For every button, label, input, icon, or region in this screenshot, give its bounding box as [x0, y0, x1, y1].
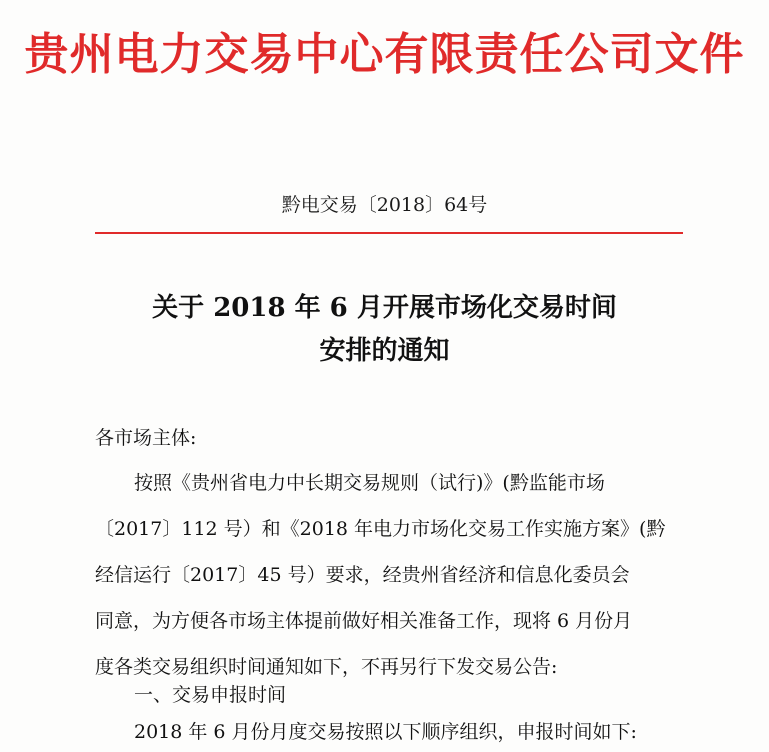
notice-title-line-2: 安排的通知 [319, 336, 450, 366]
body-line-1: 按照《贵州省电力中长期交易规则（试行)》(黔监能市场 [134, 472, 605, 494]
document-number: 黔电交易〔2018〕64号 [281, 194, 488, 216]
salutation: 各市场主体: [95, 427, 197, 449]
body-line-6: 2018 年 6 月份月度交易按照以下顺序组织，申报时间如下: [134, 721, 637, 743]
body-line-5: 度各类交易组织时间通知如下，不再另行下发交易公告: [95, 656, 558, 678]
red-divider [95, 232, 683, 234]
body-line-3: 经信运行〔2017〕45 号）要求，经贵州省经济和信息化委员会 [95, 564, 630, 586]
body-line-2: 〔2017〕112 号）和《2018 年电力市场化交易工作实施方案》(黔 [95, 518, 666, 540]
body-line-4: 同意，为方便各市场主体提前做好相关准备工作，现将 6 月份月 [95, 610, 633, 632]
issuer-header: 贵州电力交易中心有限责任公司文件 [24, 29, 745, 80]
section-heading-1: 一、交易申报时间 [134, 684, 287, 706]
notice-title-line-1: 关于 2018 年 6 月开展市场化交易时间 [152, 293, 617, 323]
